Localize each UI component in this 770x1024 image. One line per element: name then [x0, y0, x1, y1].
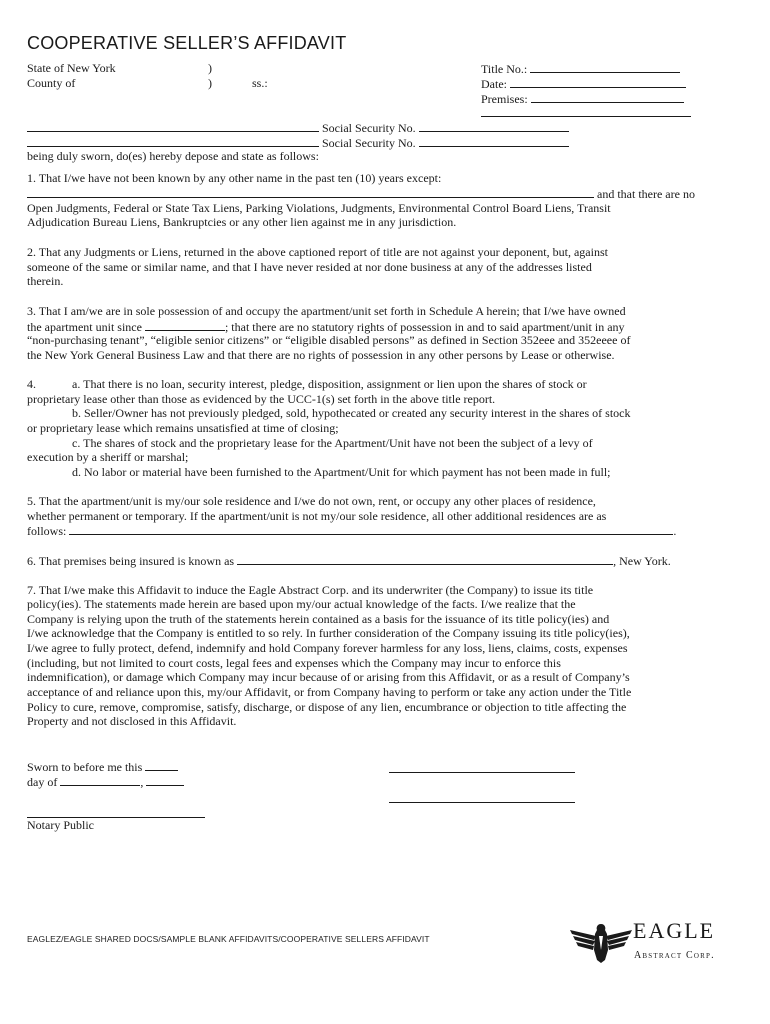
para3-line4: the New York General Business Law and that there are no rights of possession in any other persons by Lease or otherwise. [27, 348, 615, 362]
para6-label: 6. That premises being insured is known as [27, 554, 235, 568]
county-label: County of [27, 76, 76, 90]
para4d-line1: d. No labor or material have been furnished to the Apartment/Unit for which payment has not been made in full; [72, 465, 611, 479]
para4b-line2: or proprietary lease which remains unsatisfied at time of closing; [27, 421, 339, 435]
para5-line3[interactable] [27, 523, 676, 539]
para7-line10: Property and not disclosed in this Affidavit. [27, 714, 237, 728]
title-no-field[interactable] [481, 61, 680, 77]
sworn-row[interactable] [27, 759, 178, 775]
para6-line1[interactable] [27, 553, 671, 569]
footer-path: EAGLEZ/EAGLE SHARED DOCS/SAMPLE BLANK AFFIDAVITS/COOPERATIVE SELLERS AFFIDAVIT [27, 934, 430, 944]
day-of-row[interactable] [27, 774, 184, 790]
logo-wordmark: EAGLE [633, 918, 716, 943]
notary-signature-line[interactable] [27, 805, 205, 818]
day-of-label: day of [27, 775, 58, 789]
deponent-signature-line-2[interactable] [389, 790, 575, 803]
para3-line1: 3. That I am/we are in sole possession of and occupy the apartment/unit set forth in Schedule A herein; that I/we have owned [27, 304, 626, 318]
insured-premises-line[interactable] [237, 553, 613, 565]
para4c-line1: c. The shares of stock and the proprietary lease for the Apartment/Unit have not been the subject of a levy of [72, 436, 593, 450]
sworn-day-line[interactable] [145, 759, 178, 771]
para1-line2[interactable] [27, 186, 695, 202]
para7-line2: policy(ies). The statements made herein are based upon my/our actual knowledge of the facts. I/we realize that the [27, 597, 576, 611]
page-title: COOPERATIVE SELLER’S AFFIDAVIT [27, 33, 347, 53]
para7-line7: indemnification), or damage which Company may incur because of or arising from this Affidavit, or as a result of Company’s [27, 670, 630, 684]
name-line-2[interactable] [27, 135, 319, 147]
para5-line2: whether permanent or temporary. If the apartment/unit is not my/our sole residence, all other additional residences are as [27, 509, 607, 523]
para3-line3: “non-purchasing tenant”, “eligible senior citizens” or “eligible disabled persons” as defined in Section 352eee and 352eeee of [27, 333, 631, 347]
para7-line9: Policy to cure, remove, compromise, satisfy, discharge, or dispose of any lien, encumbrance or objection to title affecting the [27, 700, 627, 714]
ssn-line-1[interactable] [419, 120, 569, 132]
date-label: Date: [481, 77, 507, 91]
title-no-label: Title No.: [481, 62, 528, 76]
para1-line2-tail: and that there are no [597, 187, 695, 201]
logo-subtitle: Abstract Corp. [634, 950, 715, 961]
owned-since-line[interactable] [145, 319, 225, 331]
month-line[interactable] [60, 774, 140, 786]
ssn-label-1: Social Security No. [322, 121, 416, 135]
state-label: State of New York [27, 61, 116, 75]
premises-label: Premises: [481, 92, 528, 106]
para7-line5: I/we agree to fully protect, defend, indemnify and hold Company forever harmless for any loss, liens, claims, costs, expenses [27, 641, 628, 655]
para5-line1: 5. That the apartment/unit is my/our sole residence and I/we do not own, rent, or occupy any other places of residence, [27, 494, 596, 508]
para3-line2-end: ; that there are no statutory rights of possession in and to said apartment/unit in any [224, 320, 625, 334]
para7-line4: I/we acknowledge that the Company is entitled to so rely. In further consideration of the Company issuing its title policy(ies), [27, 626, 630, 640]
date-comma: , [140, 775, 144, 789]
para1-line4: Adjudication Bureau Liens, Bankruptcies or any other lien against me in any jurisdiction. [27, 215, 457, 229]
title-no-line[interactable] [530, 61, 680, 73]
date-field[interactable] [481, 76, 686, 92]
para7-line8: acceptance of and reliance upon this, my/our Affidavit, or from Company having to perform or take any action under the Title [27, 685, 632, 699]
para4b-line1: b. Seller/Owner has not previously pledged, sold, hypothecated or created any security interest in the shares of stock [72, 406, 631, 420]
para5-line3-label: follows: [27, 524, 67, 538]
para4c-line2: execution by a sheriff or marshal; [27, 450, 189, 464]
name-line-1[interactable] [27, 120, 319, 132]
ssn-row-1[interactable] [27, 120, 569, 136]
para6-end: , New York. [613, 554, 671, 568]
other-residences-line[interactable] [69, 523, 673, 535]
para4a-line1: a. That there is no loan, security interest, pledge, disposition, assignment or lien upon the shares of stock or [72, 377, 587, 391]
date-line[interactable] [510, 76, 686, 88]
notary-label: Notary Public [27, 818, 94, 832]
para4-number: 4. [27, 377, 36, 391]
ssn-line-2[interactable] [419, 135, 569, 147]
year-line[interactable] [146, 774, 184, 786]
premises-line-2-field[interactable] [481, 105, 691, 121]
sworn-label: Sworn to before me this [27, 760, 143, 774]
premises-line-2[interactable] [481, 105, 691, 117]
para7-line6: (including, but not limited to court costs, legal fees and expenses which the Company may incur to enforce this [27, 656, 561, 670]
para4a-line2: proprietary lease other than those as evidenced by the UCC-1(s) set forth in the above title report. [27, 392, 496, 406]
eagle-icon [570, 920, 632, 964]
para1-line3: Open Judgments, Federal or State Tax Liens, Parking Violations, Judgments, Environmental Control Board Liens, Transit [27, 201, 611, 215]
other-names-line[interactable] [27, 186, 594, 198]
para5-line3-end: . [673, 524, 677, 538]
para2-line2: someone of the same or similar name, and that I have never resided at nor done business at any of the addresses listed [27, 260, 592, 274]
eagle-logo [570, 920, 720, 968]
ssn-label-2: Social Security No. [322, 136, 416, 150]
para7-line1: 7. That I/we make this Affidavit to induce the Eagle Abstract Corp. and its underwriter (the Company) to issue its title [27, 583, 594, 597]
ss-label: ss.: [252, 76, 268, 90]
para3-line2-start: the apartment unit since [27, 320, 142, 334]
deponent-signature-line-1[interactable] [389, 760, 575, 773]
premises-line[interactable] [531, 91, 684, 103]
bracket-1: ) [208, 61, 212, 75]
para7-line3: Company is relying upon the truth of the statements herein contained as a basis for the issuance of its title policy(ies) and [27, 612, 610, 626]
para1-line1: 1. That I/we have not been known by any other name in the past ten (10) years except: [27, 171, 442, 185]
sworn-statement: being duly sworn, do(es) hereby depose and state as follows: [27, 149, 319, 163]
para2-line1: 2. That any Judgments or Liens, returned in the above captioned report of title are not against your deponent, but, against [27, 245, 608, 259]
bracket-2: ) [208, 76, 212, 90]
para2-line3: therein. [27, 274, 64, 288]
